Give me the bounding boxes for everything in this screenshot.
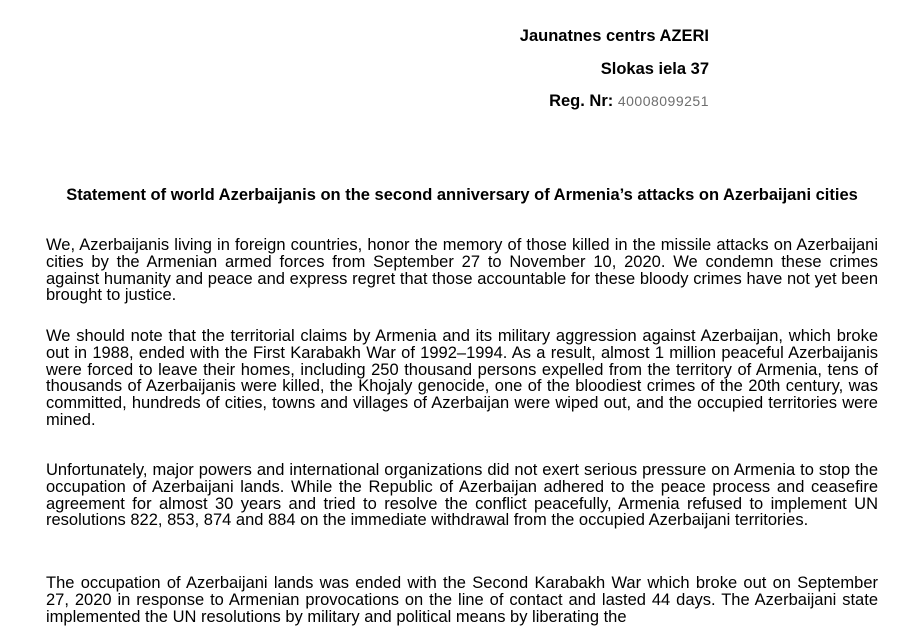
paragraph-3: Unfortunately, major powers and international organizations did not exert serious pressure on Armenia to stop the occupation of Azerbaijani lands. While the Republic of Azerbaijan adhered to the peace process and ceasefire agreement for almost 30 years and tried to resolve the conflict peacefully, Armenia refused to implement UN resolutions 822, 853, 874 and 884 on the immediate withdrawal from the occupied Azerbaijani territories. [46,461,878,530]
organization-name: Jaunatnes centrs AZERI [519,27,709,45]
paragraph-4: The occupation of Azerbaijani lands was ended with the Second Karabakh War which broke out on September 27, 2020 in response to Armenian provocations on the line of contact and lasted 44 days. The Azerbaijani state implemented the UN resolutions by military and political means by liberating the [46,574,878,626]
registration-number: 40008099251 [617,93,709,109]
document-title: Statement of world Azerbaijanis on the second anniversary of Armenia’s attacks on Azerbaijani cities [66,186,858,204]
paragraph-1: We, Azerbaijanis living in foreign countries, honor the memory of those killed in the missile attacks on Azerbaijani cities by the Armenian armed forces from September 27 to November 10, 2020. We condemn these crimes against humanity and peace and express regret that those accountable for these bloody crimes have not yet been brought to justice. [46,236,878,305]
registration-line [549,92,709,111]
paragraph-2: We should note that the territorial claims by Armenia and its military aggression against Azerbaijan, which broke out in 1988, ended with the First Karabakh War of 1992–1994. As a result, almost 1 million peaceful Azerbaijanis were forced to leave their homes, including 250 thousand persons expelled from the territory of Armenia, tens of thousands of Azerbaijanis were killed, the Khojaly genocide, one of the bloodiest crimes of the 20th century, was committed, hundreds of cities, towns and villages of Azerbaijan were wiped out, and the occupied territories were mined. [46,327,878,429]
organization-address: Slokas iela 37 [600,60,709,78]
registration-label: Reg. Nr: [549,92,614,110]
